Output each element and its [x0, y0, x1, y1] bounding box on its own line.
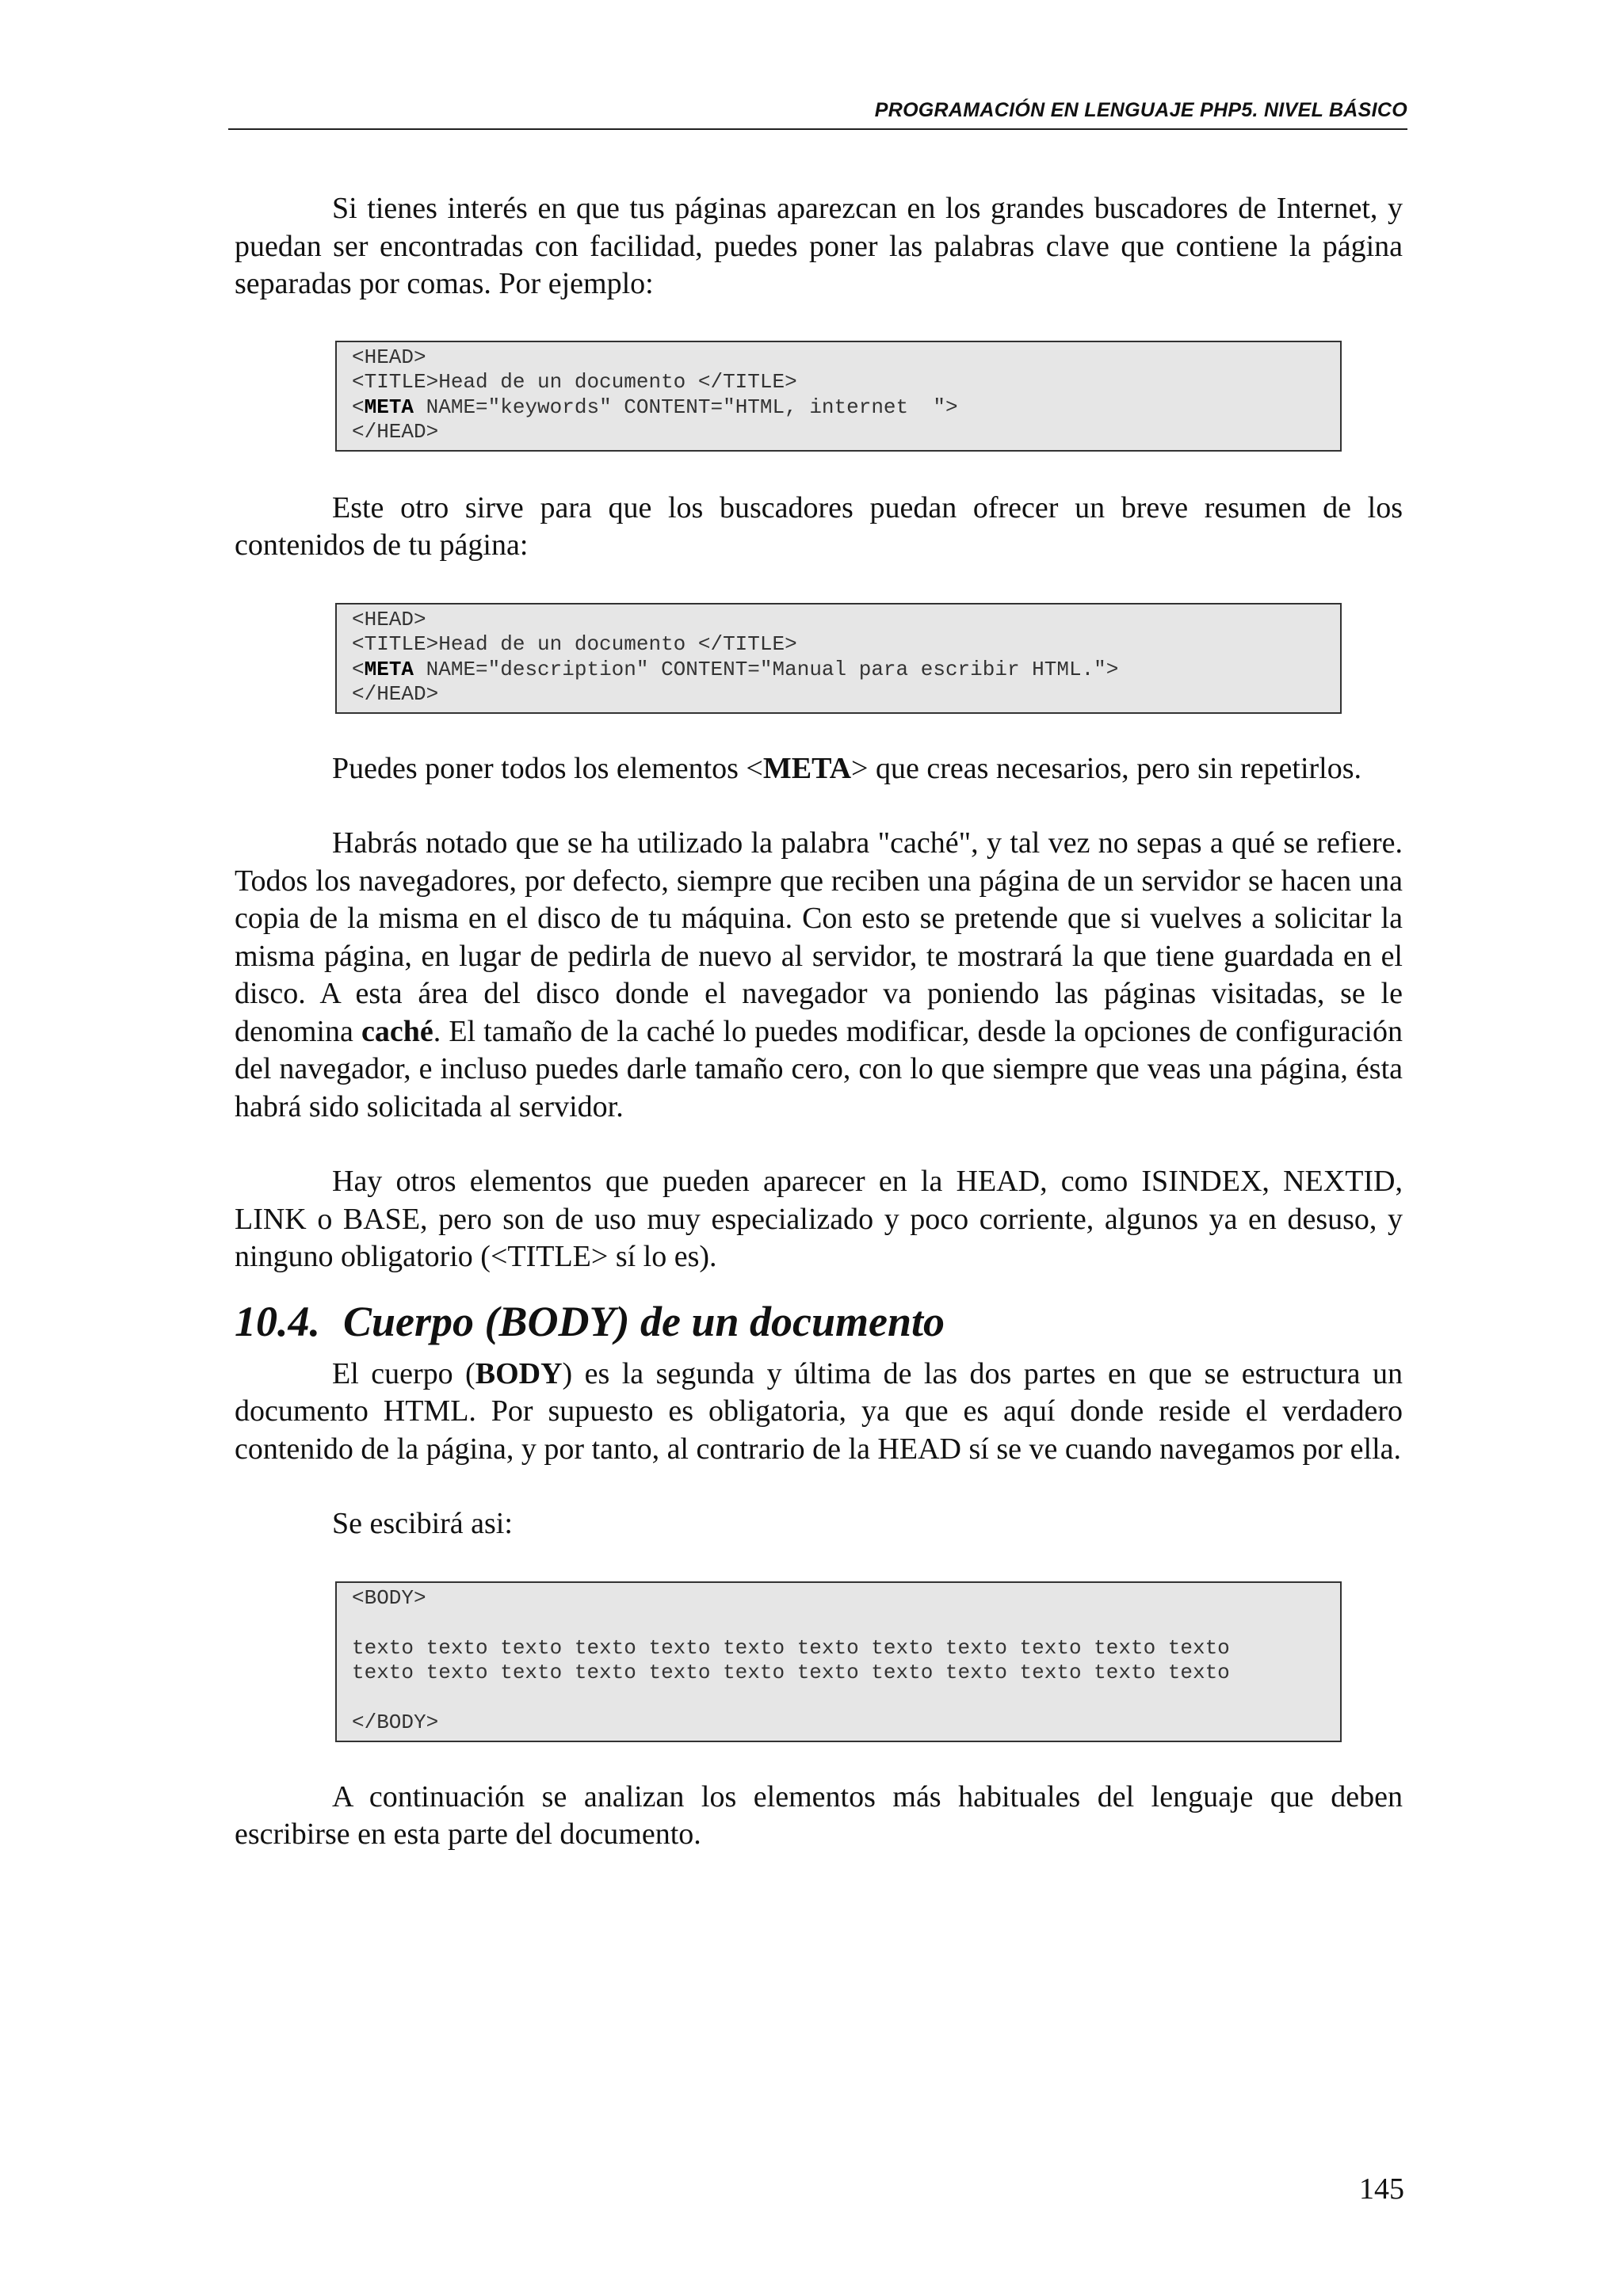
- code-line: </BODY>: [352, 1711, 439, 1734]
- page-body: [235, 190, 1403, 1854]
- code-line: <META NAME="keywords" CONTENT="HTML, internet ">: [352, 395, 958, 419]
- paragraph-write-as: Se escibirá asi:: [332, 1507, 513, 1540]
- code-line: <HEAD>: [352, 607, 426, 631]
- paragraph-description-intro: Este otro sirve para que los buscadores puedan ofrecer un breve resumen de los contenidos de tu página:: [235, 490, 1403, 562]
- paragraph-body-intro: El cuerpo (BODY) es la segunda y última de las dos partes en que se estructura un documento HTML. Por supuesto es obligatoria, ya que es aquí donde reside el verdadero contenido de la página, y por tanto, al contrario de la HEAD sí se ve cuando navegamos por ella.: [235, 1356, 1403, 1466]
- section-title: Cuerpo (BODY) de un documento: [343, 1297, 945, 1345]
- paragraph-meta-elements: Puedes poner todos los elementos <META> que creas necesarios, pero sin repetirlos.: [332, 751, 1362, 785]
- paragraph-continuation: A continuación se analizan los elementos más habituales del lenguaje que deben escribirse en esta parte del documento.: [235, 1779, 1403, 1851]
- code-line: </HEAD>: [352, 420, 439, 444]
- code-line: <TITLE>Head de un documento </TITLE>: [352, 370, 797, 394]
- code-line: <HEAD>: [352, 345, 426, 369]
- code-line: <META NAME="description" CONTENT="Manual para escribir HTML.">: [352, 657, 1119, 681]
- code-block-body: [335, 1581, 1342, 1742]
- paragraph-cache: Habrás notado que se ha utilizado la palabra "caché", y tal vez no sepas a qué se refiere. Todos los navegadores, por defecto, siempre que reciben una página de un servidor se hacen una copia de la misma en el disco de tu máquina. Con esto se pretende que si vuelves a solicitar la misma página, en lugar de pedirla de nuevo al servidor, te mostrará la que tiene guardada en el disco. A esta área del disco donde el navegador va poniendo las páginas visitadas, se le denomina caché. El tamaño de la caché lo puedes modificar, desde la opciones de configuración del navegador, e incluso puedes darle tamaño cero, con lo que siempre que veas una página, ésta habrá sido solicitada al servidor.: [235, 826, 1403, 1123]
- running-header: [228, 97, 1407, 130]
- code-block-keywords: [335, 341, 1342, 452]
- section-heading: [235, 1297, 1403, 1346]
- section-number: 10.4.: [235, 1297, 320, 1345]
- page-number: 145: [1359, 2172, 1404, 2206]
- code-block-description: [335, 603, 1342, 714]
- code-meta-tag: META: [364, 395, 414, 419]
- paragraph-other-head-elements: Hay otros elementos que pueden aparecer en la HEAD, como ISINDEX, NEXTID, LINK o BASE, pero son de uso muy especializado y poco corriente, algunos ya en desuso, y ninguno obligatorio (<TITLE> sí lo es).: [235, 1165, 1403, 1273]
- code-line: <BODY>: [352, 1585, 426, 1610]
- code-meta-tag: META: [364, 657, 414, 681]
- code-line: texto texto texto texto texto texto texto texto texto texto texto texto: [352, 1661, 1230, 1684]
- code-line: texto texto texto texto texto texto texto texto texto texto texto texto: [352, 1635, 1230, 1660]
- code-line: <TITLE>Head de un documento </TITLE>: [352, 632, 797, 656]
- code-line: </HEAD>: [352, 682, 439, 706]
- running-header-title: PROGRAMACIÓN EN LENGUAJE PHP5. NIVEL BÁSICO: [874, 99, 1407, 121]
- paragraph-keywords-intro: Si tienes interés en que tus páginas aparezcan en los grandes buscadores de Internet, y puedan ser encontradas con facilidad, puedes poner las palabras clave que contiene la página separadas por comas. Por ejemplo:: [235, 192, 1403, 300]
